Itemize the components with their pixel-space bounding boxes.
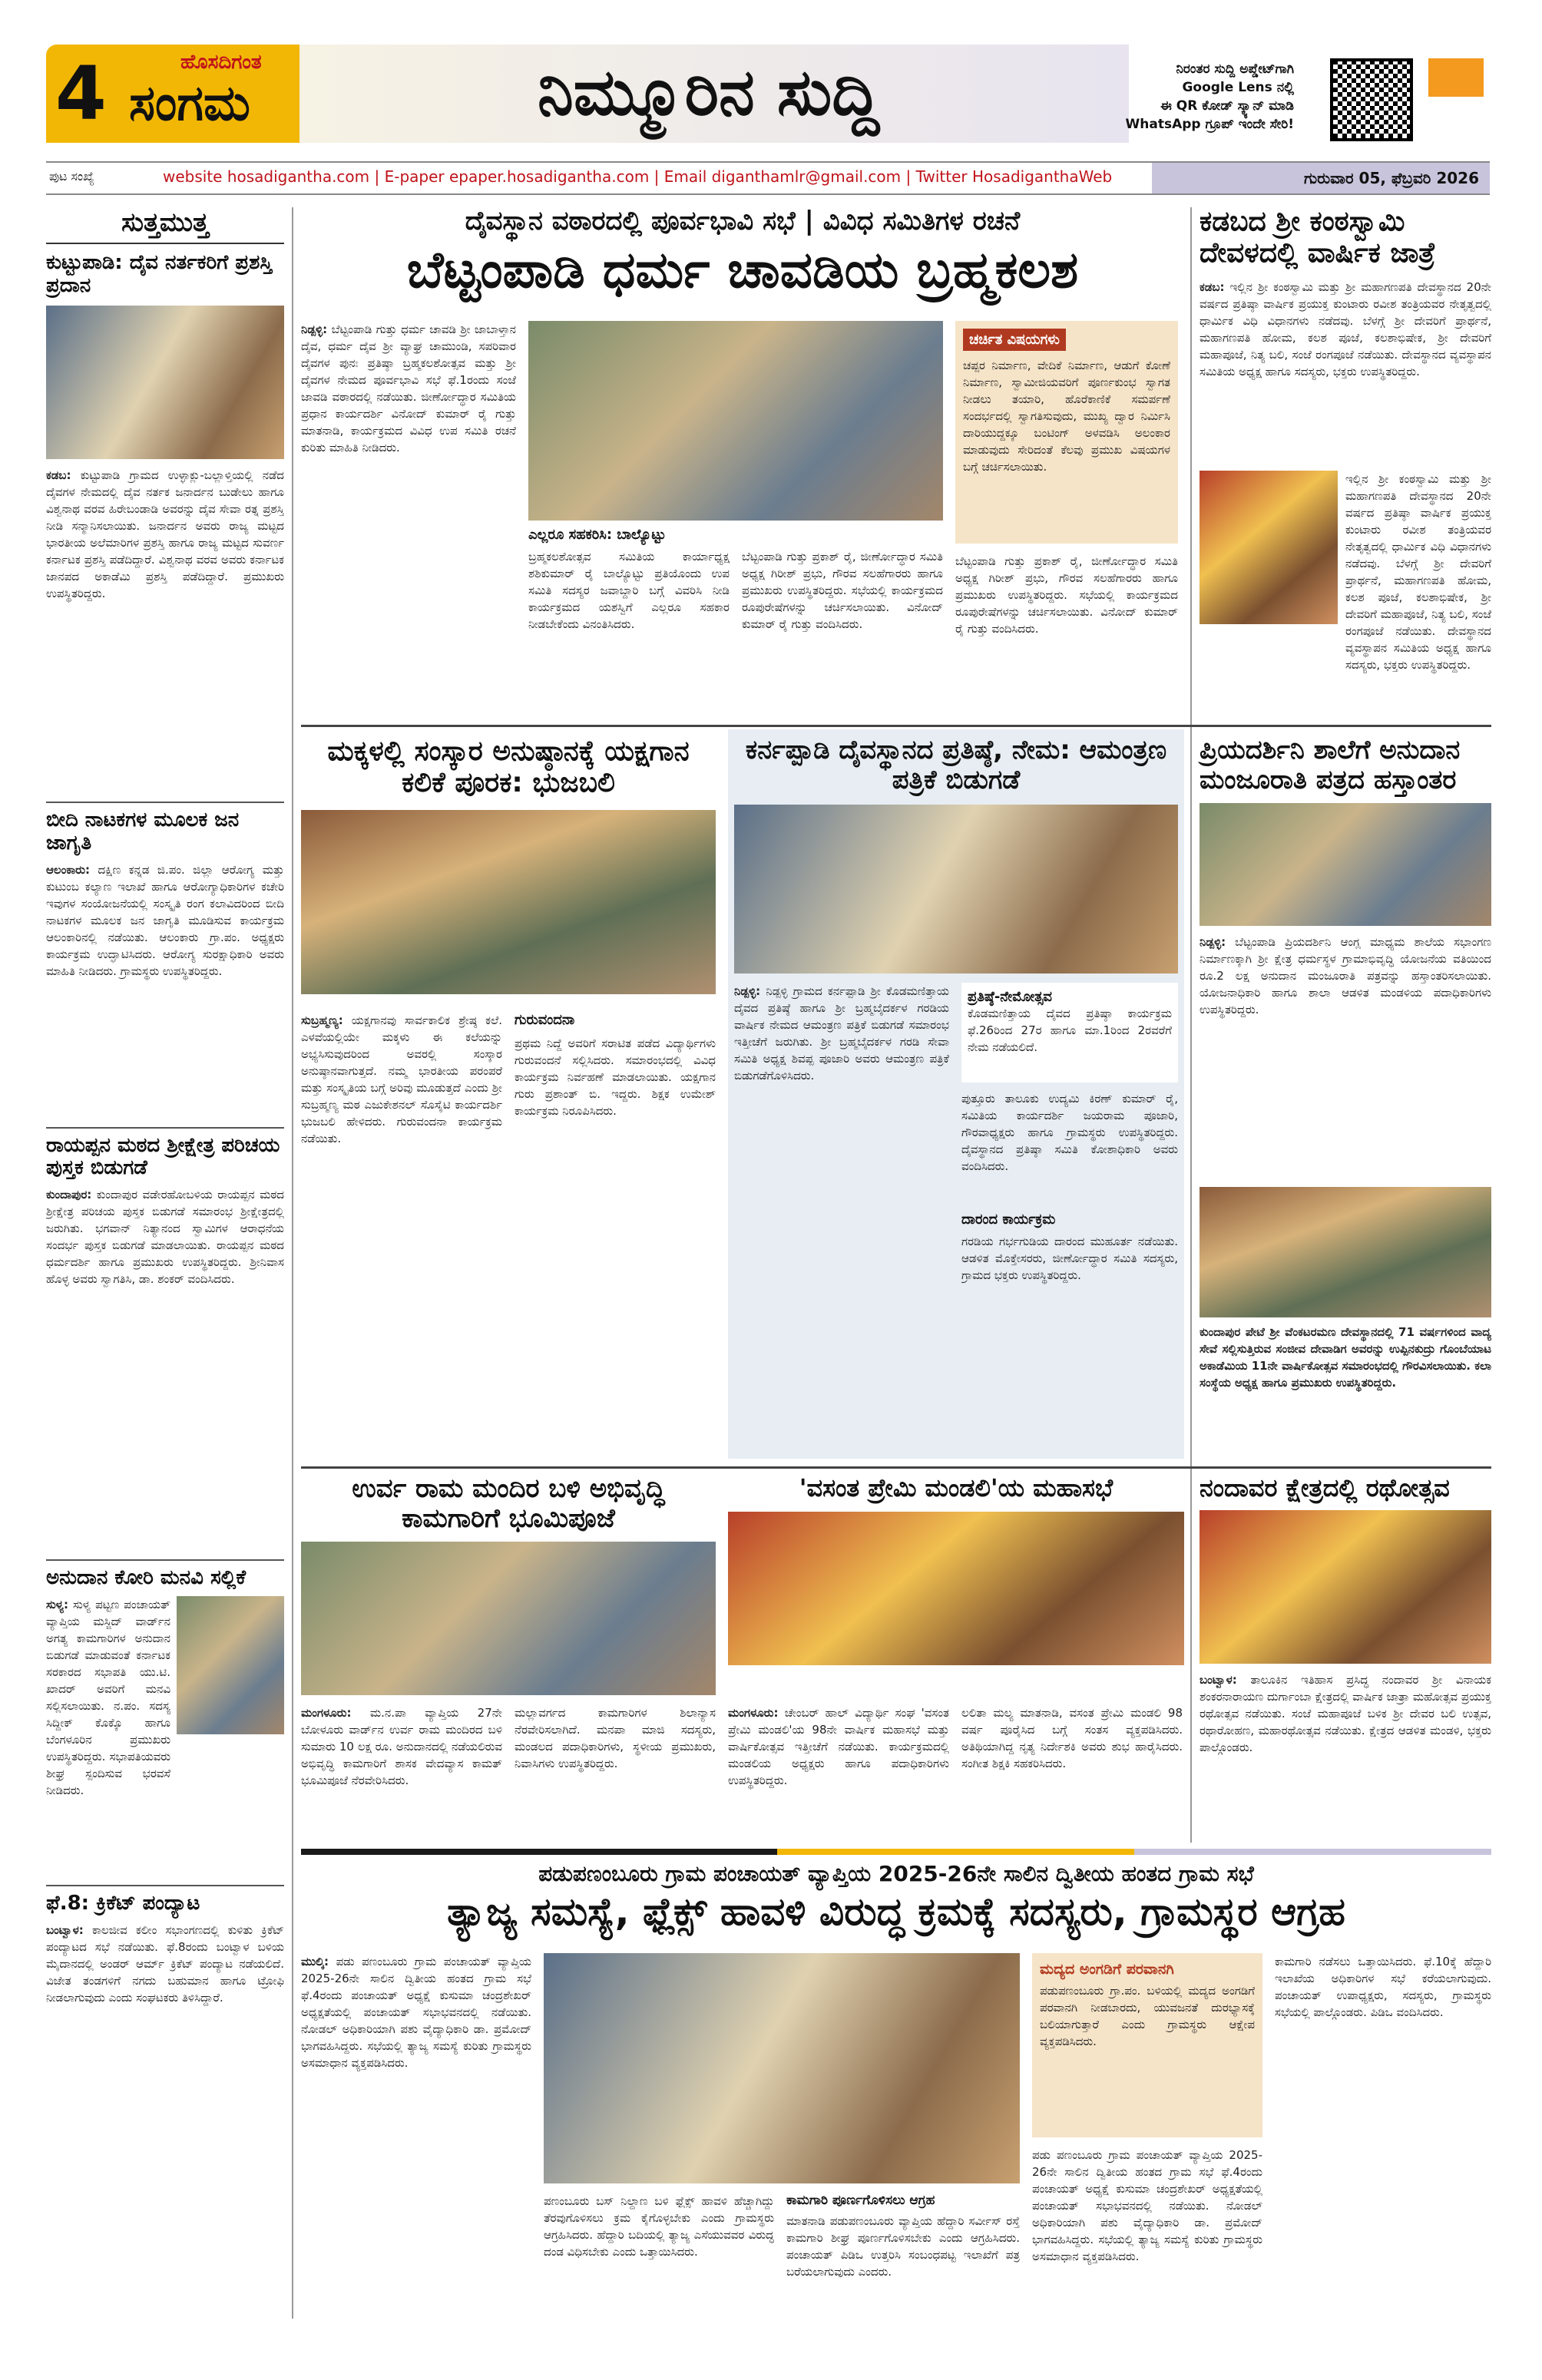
- right-top-photo: [1200, 471, 1338, 624]
- right-top-text: ಇಲ್ಲಿನ ಶ್ರೀ ಕಂಠಸ್ವಾಮಿ ಮತ್ತು ಶ್ರೀ ಮಹಾಗಣಪತಿ ದೇವಸ್ಥಾನದ 20ನೇ ವರ್ಷದ ಪ್ರತಿಷ್ಠಾ ವಾರ್ಷಿಕ ಪ್ರಯುಕ್ತ ಕುಂಟಾರು ರವೀಶ ತಂತ್ರಿಯವರ ನೇತೃತ್ವದಲ್ಲಿ ಧಾರ್ಮಿಕ ವಿಧಿ ವಿಧಾನಗಳು ನಡೆದವು. ಬೆಳಗ್ಗೆ ಶ್ರೀ ದೇವರಿಗೆ ಪ್ರಾರ್ಥನೆ, ಮಹಾಗಣಪತಿ ಹೋಮ, ಕಲಶ ಪೂಜೆ, ಕಲಶಾಭಿಷೇಕ, ಶ್ರೀ ದೇವರಿಗೆ ಮಹಾಪೂಜೆ, ನಿತ್ಯ ಬಲಿ, ಸಂಜೆ ರಂಗಪೂಜೆ ನಡೆಯಿತು. ದೇವಸ್ಥಾನದ ವ್ಯವಸ್ಥಾಪನ ಸಮಿತಿಯ ಅಧ್ಯಕ್ಷ ಹಾಗೂ ಸದಸ್ಯರು, ಭಕ್ತರು ಉಪಸ್ಥಿತರಿದ್ದರು.: [1200, 279, 1491, 378]
- sidebar-story: [46, 1127, 284, 1548]
- story-body: [46, 467, 284, 789]
- right-top-story: [1200, 206, 1491, 728]
- row3-right-photo: [1200, 1510, 1491, 1664]
- row2-right-photo-2: [1200, 1187, 1491, 1317]
- lead-headline: ಬೆಟ್ಟಂಪಾಡಿ ಧರ್ಮ ಚಾವಡಿಯ ಬ್ರಹ್ಮಕಲಶ: [406, 240, 1079, 299]
- epaper-link[interactable]: E-paper epaper.hosadigantha.com: [384, 167, 650, 186]
- sidebar-title: ಸುತ್ತಮುತ್ತ: [46, 207, 284, 244]
- bottom-headline: ತ್ಯಾಜ್ಯ ಸಮಸ್ಯೆ, ಫ್ಲೆಕ್ಸ್ ಹಾವಳಿ ವಿರುದ್ಧ ಕ್ರಮಕ್ಕೆ ಸದಸ್ಯರು, ಗ್ರಾಮಸ್ಥರ ಆಗ್ರಹ: [447, 1889, 1345, 1934]
- lead-col4-text: ಬೆಟ್ಟಂಪಾಡಿ ಗುತ್ತು ಪ್ರಕಾಶ್ ರೈ, ಜೀರ್ಣೋದ್ಧಾರ ಸಮಿತಿ ಅಧ್ಯಕ್ಷ ಗಿರೀಶ್ ಪ್ರಭು, ಗೌರವ ಸಲಹೆಗಾರರು ಹಾಗೂ ಪ್ರಮುಖರು ಉಪಸ್ಥಿತರಿದ್ದರು. ಸಭೆಯಲ್ಲಿ ಕಾರ್ಯಕ್ರಮದ ರೂಪುರೇಷೆಗಳನ್ನು ಚರ್ಚಿಸಲಾಯಿತು. ವಿನೋದ್ ಕುಮಾರ್ ರೈ ಗುತ್ತು ವಂದಿಸಿದರು.: [955, 554, 1178, 636]
- story-headline: ಅನುದಾನ ಕೋರಿ ಮನವಿ ಸಲ್ಲಿಕೆ: [46, 1566, 247, 1590]
- row2-right-caption: ಕುಂದಾಪುರ ಪೇಟೆ ಶ್ರೀ ವೆಂಕಟರಮಣ ದೇವಸ್ಥಾನದಲ್ಲಿ 71 ವರ್ಷಗಳಿಂದ ವಾದ್ಯ ಸೇವೆ ಸಲ್ಲಿಸುತ್ತಿರುವ ಸಂಜೀವ ದೇವಾಡಿಗ ಅವರನ್ನು ಉಪ್ಪಿನಕುದ್ರು ಗೊಂಬೆಯಾಟ ಅಕಾಡೆಮಿಯ 11ನೇ ವಾರ್ಷಿಕೋತ್ಸವ ಸಮಾರಂಭದಲ್ಲಿ ಗೌರವಿಸಲಾಯಿತು. ಕಲಾ ಸಂಸ್ಥೆಯ ಅಧ್ಯಕ್ಷ ಹಾಗೂ ಪ್ರಮುಖರು ಉಪಸ್ಥಿತರಿದ್ದರು.: [1200, 1325, 1491, 1390]
- row2-mid-box-title: ಪ್ರತಿಷ್ಠೆ-ನೇಮೋತ್ಸವ: [968, 989, 1052, 1005]
- row2-mid-col1: [734, 983, 949, 1443]
- dateline: ನಿಡ್ಪಳ್ಳಿ:: [301, 322, 328, 336]
- bottom-box: [1032, 1953, 1262, 2137]
- qr-code[interactable]: [1330, 58, 1413, 141]
- row3-left-col1: [301, 1704, 502, 1835]
- promo-block: [1079, 60, 1294, 134]
- lead-col3: [742, 548, 943, 717]
- sidebar: [46, 207, 284, 2326]
- row3-right-body: [1200, 1671, 1491, 1825]
- story-text: ದಕ್ಷಿಣ ಕನ್ನಡ ಜಿ.ಪಂ. ಜಿಲ್ಲಾ ಆರೋಗ್ಯ ಮತ್ತು ಕುಟುಂಬ ಕಲ್ಯಾಣ ಇಲಾಖೆ ಹಾಗೂ ಆರೋಗ್ಯಾಧಿಕಾರಿಗಳ ಕಚೇರಿ ಇವುಗಳ ಸಂಯೋಜನೆಯಲ್ಲಿ ಸಂಸ್ಕೃತಿ ರಂಗ ಕಲಾವಿದರಿಂದ ಬೀದಿ ನಾಟಕಗಳ ಮೂಲಕ ಜನ ಜಾಗೃತಿ ಮೂಡಿಸುವ ಕಾರ್ಯಕ್ರಮ ಆಲಂಕಾರಿನಲ್ಲಿ ನಡೆಯಿತು. ಆಲಂಕಾರು ಗ್ರಾ.ಪಂ. ಅಧ್ಯಕ್ಷರು ಕಾರ್ಯಕ್ರಮ ಉದ್ಘಾಟಿಸಿದರು. ಆರೋಗ್ಯ ಸುರಕ್ಷಾಧಿಕಾರಿ ಅವರು ಮಾಹಿತಿ ನೀಡಿದರು. ಗ್ರಾಮಸ್ಥರು ಉಪಸ್ಥಿತರಿದ್ದರು.: [46, 862, 284, 978]
- sidebar-story: [46, 1559, 284, 1873]
- row3-right-headline: ನಂದಾವರ ಕ್ಷೇತ್ರದಲ್ಲಿ ರಥೋತ್ಸವ: [1200, 1473, 1450, 1502]
- dateline: ಮಂಗಳೂರು:: [301, 1706, 352, 1720]
- lead-col2-text: ಬ್ರಹ್ಮಕಲಶೋತ್ಸವ ಸಮಿತಿಯ ಕಾರ್ಯಾಧ್ಯಕ್ಷ ಶಶಿಕುಮಾರ್ ರೈ ಬಾಲ್ಯೊಟ್ಟು ಪ್ರತಿಯೊಂದು ಉಪ ಸಮಿತಿ ಸದಸ್ಯರ ಜವಾಬ್ದಾರಿ ಬಗ್ಗೆ ವಿವರಿಸಿ ನೀಡಿ ಕಾರ್ಯಕ್ರಮದ ಯಶಸ್ವಿಗೆ ಎಲ್ಲರೂ ಸಹಕಾರ ನೀಡಬೇಕೆಂದು ವಿನಂತಿಸಿದರು.: [528, 550, 730, 631]
- orange-accent: [1428, 58, 1484, 97]
- lead-box: [955, 321, 1178, 544]
- row2-left-col2: ಪ್ರಥಮ ನಿದ್ದೆ ಅವರಿಗೆ ಸರಾಟಿತ ಪಡೆದ ವಿದ್ಯಾರ್ಥಿಗಳು ಗುರುವಂದನೆ ಸಲ್ಲಿಸಿದರು. ಸಮಾರಂಭದಲ್ಲಿ ವಿವಿಧ ಕಾರ್ಯಕ್ರಮ ನಿರ್ವಹಣೆ ಮಾಡಲಾಯಿತು. ಯಕ್ಷಗಾನ ಗುರು ಪ್ರಶಾಂತ್ ಬಿ. ಇದ್ದರು. ಶಿಕ್ಷಕ ಉಮೇಶ್ ಕಾರ್ಯಕ್ರಮ ನಿರೂಪಿಸಿದರು.: [515, 1036, 716, 1118]
- row3-mid-text: ಚೇಂಬರ್ ಹಾಲ್ ವಿದ್ಯಾರ್ಥಿ ಸಂಘ 'ವಸಂತ ಪ್ರೇಮಿ ಮಂಡಲಿ'ಯ 98ನೇ ವಾರ್ಷಿಕ ಮಹಾಸಭೆ ಮತ್ತು ವಾರ್ಷಿಕೋತ್ಸವ ಇತ್ತೀಚೆಗೆ ನಡೆಯಿತು. ಕಾರ್ಯಕ್ರಮದಲ್ಲಿ ಮಂಡಲಿಯ ಅಧ್ಯಕ್ಷರು ಹಾಗೂ ಪದಾಧಿಕಾರಿಗಳು ಉಪಸ್ಥಿತರಿದ್ದರು.: [728, 1706, 949, 1787]
- row-divider: [301, 725, 1491, 727]
- bottom-box-text: ಪಡುಪಣಂಬೂರು ಗ್ರಾ.ಪಂ. ಬಳಿಯಲ್ಲಿ ಮದ್ಯದ ಅಂಗಡಿಗೆ ಪರವಾನಗಿ ನೀಡಬಾರದು, ಯುವಜನತೆ ದುರಭ್ಯಾಸಕ್ಕೆ ಬಲಿಯಾಗುತ್ತಾರೆ ಎಂದು ಗ್ರಾಮಸ್ಥರು ಆಕ್ಷೇಪ ವ್ಯಕ್ತಪಡಿಸಿದರು.: [1040, 1984, 1255, 2048]
- row3-mid-col1: [728, 1704, 949, 1835]
- row2-mid-box-text: ಕೊಡಮಣಿತ್ತಾಯ ದೈವದ ಪ್ರತಿಷ್ಠಾ ಕಾರ್ಯಕ್ರಮ ಫೆ.26ರಿಂದ 27ರ ಹಾಗೂ ಮಾ.1ರಿಂದ 2ರವರೆಗೆ ನೇಮ ನಡೆಯಲಿದೆ.: [968, 1007, 1172, 1054]
- bottom-col1-text: ಪಡು ಪಣಂಬೂರು ಗ್ರಾಮ ಪಂಚಾಯತ್ ವ್ಯಾಪ್ತಿಯ 2025-26ನೇ ಸಾಲಿನ ದ್ವಿತೀಯ ಹಂತದ ಗ್ರಾಮ ಸಭೆ ಫೆ.4ರಂದು ಪಂಚಾಯತ್ ಅಧ್ಯಕ್ಷೆ ಕುಸುಮಾ ಚಂದ್ರಶೇಖರ್ ಅಧ್ಯಕ್ಷತೆಯಲ್ಲಿ ಪಂಚಾಯತ್ ಸಭಾಭವನದಲ್ಲಿ ನಡೆಯಿತು. ನೋಡಲ್ ಅಧಿಕಾರಿಯಾಗಿ ಪಶು ವೈದ್ಯಾಧಿಕಾರಿ ಡಾ. ಪ್ರಮೋದ್ ಭಾಗವಹಿಸಿದ್ದರು. ಸಭೆಯಲ್ಲಿ ತ್ಯಾಜ್ಯ ಸಮಸ್ಯೆ ಕುರಿತು ಗ್ರಾಮಸ್ಥರು ಅಸಮಾಧಾನ ವ್ಯಕ್ತಪಡಿಸಿದರು.: [301, 1955, 531, 2070]
- sidebar-story: [46, 252, 284, 789]
- lead-photo-caption: ಎಲ್ಲರೂ ಸಹಕರಿಸಿ: ಬಾಲ್ಯೊಟ್ಟು: [528, 527, 667, 543]
- row2-left-headline: ಮಕ್ಕಳಲ್ಲಿ ಸಂಸ್ಕಾರ ಅನುಷ್ಠಾನಕ್ಕೆ ಯಕ್ಷಗಾನ ಕಲಿಕೆ ಪೂರಕ: ಭುಜಬಲಿ: [327, 735, 690, 799]
- bottom-story: [301, 1861, 1491, 2352]
- bottom-kicker: ಪಡುಪಣಂಬೂರು ಗ್ರಾಮ ಪಂಚಾಯತ್ ವ್ಯಾಪ್ತಿಯ 2025-26ನೇ ಸಾಲಿನ ದ್ವಿತೀಯ ಹಂತದ ಗ್ರಾಮ ಸಭೆ: [538, 1861, 1254, 1886]
- row3-mid-photo: [728, 1512, 1184, 1665]
- lead-col2: [528, 548, 730, 717]
- bottom-col2: ಪಣಂಬೂರು ಬಸ್ ನಿಲ್ದಾಣ ಬಳಿ ಫ್ಲೆಕ್ಸ್ ಹಾವಳಿ ಹೆಚ್ಚಾಗಿದ್ದು ತೆರವುಗೊಳಿಸಲು ಕ್ರಮ ಕೈಗೊಳ್ಳಬೇಕು ಎಂದು ಗ್ರಾಮಸ್ಥರು ಆಗ್ರಹಿಸಿದರು. ಹೆದ್ದಾರಿ ಬದಿಯಲ್ಲಿ ತ್ಯಾಜ್ಯ ಎಸೆಯುವವರ ವಿರುದ್ಧ ದಂಡ ವಿಧಿಸಬೇಕು ಎಂದು ಒತ್ತಾಯಿಸಿದರು.: [544, 2194, 774, 2259]
- bottom-box-title: ಮದ್ಯದ ಅಂಗಡಿಗೆ ಪರವಾನಗಿ: [1040, 1961, 1174, 1978]
- lead-col3-text: ಬೆಟ್ಟಂಪಾಡಿ ಗುತ್ತು ಪ್ರಕಾಶ್ ರೈ, ಜೀರ್ಣೋದ್ಧಾರ ಸಮಿತಿ ಅಧ್ಯಕ್ಷ ಗಿರೀಶ್ ಪ್ರಭು, ಗೌರವ ಸಲಹೆಗಾರರು ಹಾಗೂ ಪ್ರಮುಖರು ಉಪಸ್ಥಿತರಿದ್ದರು. ಸಭೆಯಲ್ಲಿ ಕಾರ್ಯಕ್ರಮದ ರೂಪುರೇಷೆಗಳನ್ನು ಚರ್ಚಿಸಲಾಯಿತು. ವಿನೋದ್ ಕುಮಾರ್ ರೈ ಗುತ್ತು ವಂದಿಸಿದರು.: [742, 550, 943, 631]
- row2-left-col1: [301, 1012, 502, 1380]
- story-text: ಕುಂದಾಪುರ ವಡೇರಹೋಬಳಿಯ ರಾಯಪ್ಪನ ಮಠದ ಶ್ರೀಕ್ಷೇತ್ರ ಪರಿಚಯ ಪುಸ್ತಕ ಬಿಡುಗಡೆ ಸಮಾರಂಭ ಶ್ರೀಕ್ಷೇತ್ರದಲ್ಲಿ ಜರುಗಿತು. ಭಗವಾನ್ ನಿತ್ಯಾನಂದ ಸ್ವಾಮಿಗಳ ಆರಾಧನೆಯ ಸಂದರ್ಭ ಪುಸ್ತಕ ಬಿಡುಗಡೆ ಮಾಡಲಾಯಿತು. ರಾಯಪ್ಪನ ಮಠದ ಧರ್ಮದರ್ಶಿ ಹಾಗೂ ಪ್ರಮುಖರು ಉಪಸ್ಥಿತರಿದ್ದರು. ಶ್ರೀನಿವಾಸ ಹೊಳ್ಳ ಅವರು ಸ್ವಾಗತಿಸಿ, ಡಾ. ಶಂಕರ್ ವಂದಿಸಿದರು.: [46, 1188, 284, 1287]
- lead-col4: [955, 553, 1178, 714]
- email-link[interactable]: Email diganthamlr@gmail.com: [663, 167, 902, 186]
- dateline: ಬಂಟ್ವಾಳ:: [46, 1923, 84, 1938]
- story-body: [46, 861, 284, 1115]
- story-headline: ರಾಯಪ್ಪನ ಮಠದ ಶ್ರೀಕ್ಷೇತ್ರ ಪರಿಚಯ ಪುಸ್ತಕ ಬಿಡುಗಡೆ: [46, 1133, 280, 1180]
- page-number: 4: [55, 51, 107, 137]
- date-badge: ಗುರುವಾರ 05, ಫೆಬ್ರವರಿ 2026: [1152, 163, 1490, 193]
- dateline: ಮಂಗಳೂರು:: [728, 1706, 779, 1720]
- story-body: [46, 1596, 170, 1873]
- promo-line: ಈ QR ಕೋಡ್ ಸ್ಕ್ಯಾನ್ ಮಾಡಿ: [1160, 98, 1294, 114]
- row2-mid-text: ನಿಡ್ಪಳ್ಳಿ ಗ್ರಾಮದ ಕರ್ನಪ್ಪಾಡಿ ಶ್ರೀ ಕೊಡಮಣಿತ್ತಾಯ ದೈವದ ಪ್ರತಿಷ್ಠೆ ಹಾಗೂ ಶ್ರೀ ಬ್ರಹ್ಮಬೈದರ್ಕಳ ಗರಡಿಯ ವಾರ್ಷಿಕ ನೇಮದ ಆಮಂತ್ರಣ ಪತ್ರಿಕೆ ಬಿಡುಗಡೆ ಸಮಾರಂಭ ಇತ್ತೀಚೆಗೆ ಜರುಗಿತು. ಶ್ರೀ ಬ್ರಹ್ಮಬೈದರ್ಕಳ ಗರಡಿ ಸೇವಾ ಸಮಿತಿ ಅಧ್ಯಕ್ಷ ಶಿವಪ್ಪ ಪೂಜಾರಿ ಅವರು ಆಮಂತ್ರಣ ಪತ್ರಿಕೆ ಬಿಡುಗಡೆಗೊಳಿಸಿದರು.: [734, 984, 949, 1083]
- row2-right-photo: [1200, 803, 1491, 926]
- row2-mid-col3: ಗರಡಿಯ ಗರ್ಭಗುಡಿಯ ದಾರಂದ ಮುಹೂರ್ತ ನಡೆಯಿತು. ಆಡಳಿತ ಮೊಕ್ತೇಸರರು, ಜೀರ್ಣೋದ್ಧಾರ ಸಮಿತಿ ಸದಸ್ಯರು, ಗ್ರಾಮದ ಭಕ್ತರು ಉಪಸ್ಥಿತರಿದ್ದರು.: [961, 1235, 1178, 1282]
- row3-mid-story: [728, 1474, 1184, 1843]
- row3-left-text: ಮ.ನ.ಪಾ ವ್ಯಾಪ್ತಿಯ 27ನೇ ಬೋಳೂರು ವಾರ್ಡ್‌ನ ಉರ್ವ ರಾಮ ಮಂದಿರದ ಬಳಿ ಸುಮಾರು 10 ಲಕ್ಷ ರೂ. ಅನುದಾನದಲ್ಲಿ ನಡೆಯಲಿರುವ ಅಭಿವೃದ್ಧಿ ಕಾಮಗಾರಿಗೆ ಶಾಸಕ ವೇದವ್ಯಾಸ ಕಾಮತ್ ಭೂಮಿಪೂಜೆ ನೆರವೇರಿಸಿದರು.: [301, 1706, 502, 1787]
- brand-main: ಸಂಗಮ: [129, 75, 250, 132]
- dateline: ಕಡಬ:: [1200, 279, 1225, 294]
- dateline: ಕಡಬ:: [46, 468, 71, 482]
- story-headline: ಕುಟ್ಟುಪಾಡಿ: ದೈವ ನರ್ತಕರಿಗೆ ಪ್ರಶಸ್ತಿ ಪ್ರದಾನ: [46, 251, 273, 297]
- dateline: ಮುಲ್ಕಿ:: [301, 1955, 329, 1968]
- row3-left-col2: ಮಲ್ಲಾವರ್ಗದ ಕಾಮಗಾರಿಗಳ ಶಿಲಾನ್ಯಾಸ ನೆರವೇರಿಸಲಾಗಿದೆ. ಮನಪಾ ಮಾಜಿ ಸದಸ್ಯರು, ಮಂಡಲದ ಪದಾಧಿಕಾರಿಗಳು, ಸ್ಥಳೀಯ ಪ್ರಮುಖರು, ನಿವಾಸಿಗಳು ಉಪಸ್ಥಿತರಿದ್ದರು.: [515, 1706, 716, 1770]
- sidebar-rule: [292, 207, 293, 2319]
- dateline: ಸುಬ್ರಹ್ಮಣ್ಯ:: [301, 1013, 343, 1027]
- lead-kicker: ದೈವಸ್ಥಾನ ವಠಾರದಲ್ಲಿ ಪೂರ್ವಭಾವಿ ಸಭೆ | ವಿವಿಧ ಸಮಿತಿಗಳ ರಚನೆ: [465, 206, 1021, 236]
- lead-col1: [301, 321, 516, 720]
- row2-mid-box: [961, 983, 1178, 1083]
- row2-mid-col2: ಪುತ್ತೂರು ತಾಲೂಕು ಉದ್ಯಮಿ ಕಿರಣ್ ಕುಮಾರ್ ರೈ, ಸಮಿತಿಯ ಕಾರ್ಯದರ್ಶಿ ಜಯರಾಮ ಪೂಜಾರಿ, ಗೌರವಾಧ್ಯಕ್ಷರು ಹಾಗೂ ಗ್ರಾಮಸ್ಥರು ಉಪಸ್ಥಿತರಿದ್ದರು. ದೈವಸ್ಥಾನದ ಪ್ರತಿಷ್ಠಾ ಸಮಿತಿ ಕೋಶಾಧಿಕಾರಿ ಅವರು ವಂದಿಸಿದರು.: [961, 1092, 1178, 1173]
- row2-right-story: [1200, 735, 1491, 1457]
- story-body: [46, 1922, 284, 2152]
- twitter-link[interactable]: Twitter HosadiganthaWeb: [915, 167, 1113, 186]
- right-rule: [1190, 207, 1192, 1843]
- row2-mid-photo: [734, 805, 1178, 973]
- row2-right-headline: ಪ್ರಿಯದರ್ಶಿನಿ ಶಾಲೆಗೆ ಅನುದಾನ ಮಂಜೂರಾತಿ ಪತ್ರದ ಹಸ್ತಾಂತರ: [1200, 735, 1461, 796]
- row2-mid-subhead: ದಾರಂದ ಕಾರ್ಯಕ್ರಮ: [961, 1211, 1056, 1228]
- bottom-col1: [301, 1953, 531, 2345]
- color-band: [301, 1849, 1491, 1855]
- row2-left-story: [301, 735, 716, 1388]
- row2-mid-headline: ಕರ್ನಪ್ಪಾಡಿ ದೈವಸ್ಥಾನದ ಪ್ರತಿಷ್ಠೆ, ನೇಮ: ಆಮಂತ್ರಣ ಪತ್ರಿಕೆ ಬಿಡುಗಡೆ: [745, 735, 1167, 796]
- row3-mid-col2: ಲಲಿತಾ ಮಲ್ಯ ಮಾತನಾಡಿ, ವಸಂತ ಪ್ರೇಮಿ ಮಂಡಲಿ 98 ವರ್ಷ ಪೂರೈಸಿದ ಬಗ್ಗೆ ಸಂತಸ ವ್ಯಕ್ತಪಡಿಸಿದರು. ಅತಿಥಿಯಾಗಿದ್ದ ನೃತ್ಯ ನಿರ್ದೇಶಕಿ ಅವರು ಶುಭ ಹಾರೈಸಿದರು. ಸಂಗೀತ ಶಿಕ್ಷಕಿ ಸಹಕರಿಸಿದರು.: [961, 1706, 1183, 1770]
- promo-line: WhatsApp ಗ್ರೂಪ್ ಇಂದೇ ಸೇರಿ!: [1125, 117, 1294, 132]
- row3-mid-headline: 'ವಸಂತ ಪ್ರೇಮಿ ಮಂಡಲಿ'ಯ ಮಹಾಸಭೆ: [799, 1473, 1113, 1502]
- lead-col1-text: ಬೆಟ್ಟಂಪಾಡಿ ಗುತ್ತು ಧರ್ಮ ಚಾವಡಿ ಶ್ರೀ ಜಾಬಾಳ್ತಾನ ದೈವ, ಧರ್ಮ ದೈವ ಶ್ರೀ ವ್ಯಾಘ್ರ ಚಾಮುಂಡಿ, ಸಪರಿವಾರ ದೈವಗಳ ಪುನಃ ಪ್ರತಿಷ್ಠಾ ಬ್ರಹ್ಮಕಲಶೋತ್ಸವ ಮತ್ತು ಶ್ರೀ ದೈವಗಳ ನೇಮದ ಪೂರ್ವಭಾವಿ ಸಭೆ ಫೆ.1ರಂದು ಸಂಜೆ ಜಾವಡಿ ವಠಾರದಲ್ಲಿ ನಡೆಯಿತು. ಜೀರ್ಣೋದ್ಧಾರ ಸಮಿತಿಯ ಪ್ರಧಾನ ಕಾರ್ಯದರ್ಶಿ ವಿನೋದ್ ಕುಮಾರ್ ರೈ ಗುತ್ತು ಮಾತನಾಡಿ, ಕಾರ್ಯಕ್ರಮದ ವಿವಿಧ ಉಪ ಸಮಿತಿ ರಚನೆ ಕುರಿತು ಮಾಹಿತಿ ನೀಡಿದರು.: [301, 322, 516, 455]
- row2-right-text: ಬೆಟ್ಟಂಪಾಡಿ ಪ್ರಿಯದರ್ಶಿನಿ ಆಂಗ್ಲ ಮಾಧ್ಯಮ ಶಾಲೆಯ ಸಭಾಂಗಣ ನಿರ್ಮಾಣಕ್ಕಾಗಿ ಶ್ರೀ ಕ್ಷೇತ್ರ ಧರ್ಮಸ್ಥಳ ಗ್ರಾಮಾಭಿವೃದ್ಧಿ ಯೋಜನೆಯ ವತಿಯಿಂದ ರೂ.2 ಲಕ್ಷ ಅನುದಾನ ಮಂಜೂರಾತಿ ಪತ್ರವನ್ನು ಹಸ್ತಾಂತರಿಸಲಾಯಿತು. ಯೋಜನಾಧಿಕಾರಿ ಹಾಗೂ ಶಾಲಾ ಆಡಳಿತ ಮಂಡಳಿಯ ಪದಾಧಿಕಾರಿಗಳು ಉಪಸ್ಥಿತರಿದ್ದರು.: [1200, 935, 1491, 1017]
- sidebar-story: [46, 1885, 284, 2152]
- story-body: [46, 1186, 284, 1547]
- dateline: ನಿಡ್ಪಳ್ಳಿ:: [1200, 935, 1226, 950]
- row2-left-photo: [301, 810, 716, 994]
- row3-left-photo: [301, 1542, 716, 1695]
- story-text: ಸುಳ್ಯ ಪಟ್ಟಣ ಪಂಚಾಯತ್ ವ್ಯಾಪ್ತಿಯ ಮಸ್ಜಿದ್ ವಾರ್ಡ್‌ನ ಅಗತ್ಯ ಕಾಮಗಾರಿಗಳ ಅನುದಾನ ಬಿಡುಗಡೆ ಮಾಡುವಂತೆ ಕರ್ನಾಟಕ ಸರಕಾರದ ಸಭಾಪತಿ ಯು.ಟಿ. ಖಾದರ್ ಅವರಿಗೆ ಮನವಿ ಸಲ್ಲಿಸಲಾಯಿತು. ನ.ಪಂ. ಸದಸ್ಯ ಸಿದ್ದೀಕ್ ಕೊಕ್ಕೊ ಹಾಗೂ ಬೆಂಗಳೂರಿನ ಪ್ರಮುಖರು ಉಪಸ್ಥಿತರಿದ್ದರು. ಸಭಾಪತಿಯವರು ಶೀಘ್ರ ಸ್ಪಂದಿಸುವ ಭರವಸೆ ನೀಡಿದರು.: [46, 1598, 170, 1798]
- dateline: ಸುಳ್ಯ:: [46, 1598, 68, 1612]
- promo-line: ನಿರಂತರ ಸುದ್ದಿ ಅಪ್ಡೇಟ್‌ಗಾಗಿ: [1176, 61, 1294, 77]
- lead-box-text: ಚಪ್ಪರ ನಿರ್ಮಾಣ, ವೇದಿಕೆ ನಿರ್ಮಾಣ, ಆಡುಗೆ ಕೋಣೆ ನಿರ್ಮಾಣ, ಸ್ವಾಮೀಜಿಯವರಿಗೆ ಪೂರ್ಣಕುಂಭ ಸ್ವಾಗತ ನೀಡಲು ತಯಾರಿ, ಹೊರೆಕಾಣಿಕೆ ಸಮರ್ಪಣೆ ಸಂದರ್ಭದಲ್ಲಿ ಸ್ವಾಗತಿಸುವುದು, ಮುಖ್ಯ ದ್ವಾರ ನಿರ್ಮಿಸಿ ದಾರಿಯುದ್ದಕ್ಕೂ ಬಂಟಿಂಗ್ ಅಳವಡಿಸಿ ಅಲಂಕಾರ ಮಾಡುವುದು ಸೇರಿದಂತೆ ಕೆಲವು ಪ್ರಮುಖ ವಿಷಯಗಳ ಬಗ್ಗೆ ಚರ್ಚಿಸಲಾಯಿತು.: [963, 359, 1170, 474]
- right-top-body-2: ಇಲ್ಲಿನ ಶ್ರೀ ಕಂಠಸ್ವಾಮಿ ಮತ್ತು ಶ್ರೀ ಮಹಾಗಣಪತಿ ದೇವಸ್ಥಾನದ 20ನೇ ವರ್ಷದ ಪ್ರತಿಷ್ಠಾ ವಾರ್ಷಿಕ ಪ್ರಯುಕ್ತ ಕುಂಟಾರು ರವೀಶ ತಂತ್ರಿಯವರ ನೇತೃತ್ವದಲ್ಲಿ ಧಾರ್ಮಿಕ ವಿಧಿ ವಿಧಾನಗಳು ನಡೆದವು. ಬೆಳಗ್ಗೆ ಶ್ರೀ ದೇವರಿಗೆ ಪ್ರಾರ್ಥನೆ, ಮಹಾಗಣಪತಿ ಹೋಮ, ಕಲಶ ಪೂಜೆ, ಕಲಶಾಭಿಷೇಕ, ಶ್ರೀ ದೇವರಿಗೆ ಮಹಾಪೂಜೆ, ನಿತ್ಯ ಬಲಿ, ಸಂಜೆ ರಂಗಪೂಜೆ ನಡೆಯಿತು. ದೇವಸ್ಥಾನದ ವ್ಯವಸ್ಥಾಪನ ಸಮಿತಿಯ ಅಧ್ಯಕ್ಷ ಹಾಗೂ ಸದಸ್ಯರು, ಭಕ್ತರು ಉಪಸ್ಥಿತರಿದ್ದರು.: [1345, 471, 1491, 672]
- lead-box-title: ಚರ್ಚಿತ ವಿಷಯಗಳು: [963, 329, 1066, 351]
- row2-left-subhead: ಗುರುವಂದನಾ: [515, 1012, 575, 1028]
- bottom-col4: ಪಡು ಪಣಂಬೂರು ಗ್ರಾಮ ಪಂಚಾಯತ್ ವ್ಯಾಪ್ತಿಯ 2025-26ನೇ ಸಾಲಿನ ದ್ವಿತೀಯ ಹಂತದ ಗ್ರಾಮ ಸಭೆ ಫೆ.4ರಂದು ಪಂಚಾಯತ್ ಅಧ್ಯಕ್ಷೆ ಕುಸುಮಾ ಚಂದ್ರಶೇಖರ್ ಅಧ್ಯಕ್ಷತೆಯಲ್ಲಿ ಪಂಚಾಯತ್ ಸಭಾಭವನದಲ್ಲಿ ನಡೆಯಿತು. ನೋಡಲ್ ಅಧಿಕಾರಿಯಾಗಿ ಪಶು ವೈದ್ಯಾಧಿಕಾರಿ ಡಾ. ಪ್ರಮೋದ್ ಭಾಗವಹಿಸಿದ್ದರು. ಸಭೆಯಲ್ಲಿ ತ್ಯಾಜ್ಯ ಸಮಸ್ಯೆ ಕುರಿತು ಗ್ರಾಮಸ್ಥರು ಅಸಮಾಧಾನ ವ್ಯಕ್ತಪಡಿಸಿದರು.: [1032, 2148, 1262, 2263]
- right-top-body: [1200, 279, 1491, 463]
- row2-mid-story: [728, 729, 1184, 1459]
- bottom-col3: ಮಾತನಾಡಿ ಪಡುಪಣಂಬೂರು ವ್ಯಾಪ್ತಿಯ ಹೆದ್ದಾರಿ ಸರ್ವೀಸ್ ರಸ್ತೆ ಕಾಮಗಾರಿ ಶೀಘ್ರ ಪೂರ್ಣಗೊಳಿಸಬೇಕು ಎಂದು ಆಗ್ರಹಿಸಿದರು. ಪಂಚಾಯತ್ ಪಿಡಿಒ ಉತ್ತರಿಸಿ ಸಂಬಂಧಪಟ್ಟ ಇಲಾಖೆಗೆ ಪತ್ರ ಬರೆಯಲಾಗುವುದು ಎಂದರು.: [786, 2214, 1020, 2279]
- row3-right-text: ತಾಲೂಕಿನ ಇತಿಹಾಸ ಪ್ರಸಿದ್ಧ ನಂದಾವರ ಶ್ರೀ ವಿನಾಯಕ ಶಂಕರನಾರಾಯಣ ದುರ್ಗಾಂಬಾ ಕ್ಷೇತ್ರದಲ್ಲಿ ವಾರ್ಷಿಕ ಜಾತ್ರಾ ಮಹೋತ್ಸವ ಪ್ರಯುಕ್ತ ರಥೋತ್ಸವ ನಡೆಯಿತು. ಸಂಜೆ ಮಹಾಪೂಜೆ ಬಳಿಕ ಶ್ರೀ ದೇವರ ಬಲಿ ಉತ್ಸವ, ರಥಾರೋಹಣ, ಮಹಾರಥೋತ್ಸವ ನಡೆಯಿತು. ಕ್ಷೇತ್ರದ ಆಡಳಿತ ಮಂಡಳಿ, ಭಕ್ತರು ಪಾಲ್ಗೊಂಡರು.: [1200, 1672, 1491, 1754]
- brand-top: ಹೊಸದಿಗಂತ: [180, 51, 262, 74]
- dateline: ಬಂಟ್ವಾಳ:: [1200, 1672, 1237, 1687]
- story-headline: ಫೆ.8: ಕ್ರಿಕೆಟ್ ಪಂದ್ಯಾಟ: [46, 1892, 200, 1916]
- dateline: ನಿಡ್ಪಳ್ಳಿ:: [734, 984, 761, 998]
- sidebar-story: [46, 802, 284, 1115]
- promo-line: Google Lens ನಲ್ಲಿ: [1182, 80, 1294, 95]
- bottom-subhead: ಕಾಮಗಾರಿ ಪೂರ್ಣಗೊಳಿಸಲು ಆಗ್ರಹ: [786, 2193, 935, 2208]
- row3-right-story: [1200, 1474, 1491, 1843]
- row3-left-headline: ಉರ್ವ ರಾಮ ಮಂದಿರ ಬಳಿ ಅಭಿವೃದ್ಧಿ ಕಾಮಗಾರಿಗೆ ಭೂಮಿಪೂಜೆ: [352, 1473, 665, 1535]
- section-title: ನಿಮ್ಮೂರಿನ ಸುದ್ದಿ: [538, 55, 880, 130]
- dateline: ಕುಂದಾಪುರ:: [46, 1188, 92, 1202]
- edition-label: ಪುಟ ಸಂಖ್ಯೆ: [49, 169, 94, 183]
- story-text: ಕಾಲಜೀವ ಕಲೀಂ ಸಭಾಂಗಣದಲ್ಲಿ ಕುಳಿತು ಕ್ರಿಕೆಟ್ ಪಂದ್ಯಾಟದ ಸಭೆ ನಡೆಯಿತು. ಫೆ.8ರಂದು ಬಂಟ್ವಾಳ ಬಳಿಯ ಮೈದಾನದಲ್ಲಿ ಅಂಡರ್ ಆರ್ಮ್ ಕ್ರಿಕೆಟ್ ಪಂದ್ಯಾಟ ನಡೆಯಲಿದೆ. ವಿಜೇತ ತಂಡಗಳಿಗೆ ನಗದು ಬಹುಮಾನ ಹಾಗೂ ಟ್ರೋಫಿ ನೀಡಲಾಗುವುದು ಎಂದು ಸಂಘಟಕರು ತಿಳಿಸಿದ್ದಾರೆ.: [46, 1923, 284, 2005]
- row2-right-body: [1200, 934, 1491, 1179]
- info-links: website hosadigantha.com | E-paper epaper.hosadigantha.com | Email diganthamlr@gmail.com | Twitter HosadiganthaWeb: [163, 167, 1113, 186]
- lead-story: [301, 206, 1184, 728]
- lead-photo: [528, 321, 943, 521]
- right-top-headline: ಕಡಬದ ಶ್ರೀ ಕಂಠಸ್ವಾಮಿ ದೇವಳದಲ್ಲಿ ವಾರ್ಷಿಕ ಜಾತ್ರೆ: [1200, 206, 1436, 269]
- bottom-col5: ಕಾಮಗಾರಿ ನಡೆಸಲು ಒತ್ತಾಯಿಸಿದರು. ಫೆ.10ಕ್ಕೆ ಹೆದ್ದಾರಿ ಇಲಾಖೆಯ ಅಧಿಕಾರಿಗಳ ಸಭೆ ಕರೆಯಲಾಗುವುದು. ಪಂಚಾಯತ್ ಉಪಾಧ್ಯಕ್ಷರು, ಸದಸ್ಯರು, ಗ್ರಾಮಸ್ಥರು ಸಭೆಯಲ್ಲಿ ಪಾಲ್ಗೊಂಡರು. ಪಿಡಿಒ ವಂದಿಸಿದರು.: [1275, 1955, 1491, 2019]
- story-photo: [46, 306, 284, 459]
- website-link[interactable]: website hosadigantha.com: [163, 167, 370, 186]
- row-divider-2: [301, 1466, 1491, 1469]
- row3-left-story: [301, 1474, 716, 1843]
- story-headline: ಬೀದಿ ನಾಟಕಗಳ ಮೂಲಕ ಜನ ಜಾಗೃತಿ: [46, 808, 240, 854]
- story-photo: [177, 1596, 284, 1734]
- dateline: ಆಲಂಕಾರು:: [46, 862, 91, 877]
- story-text: ಕುಟ್ಟುಪಾಡಿ ಗ್ರಾಮದ ಉಳ್ಳಾಕ್ಲು-ಬಲ್ಲಾಳ್ತಿಯಲ್ಲಿ ನಡೆದ ದೈವಗಳ ನೇಮದಲ್ಲಿ ದೈವ ನರ್ತಕ ಜನಾರ್ದನ ಬುಡೇಲು ಹಾಗೂ ವಿಶ್ವನಾಥ ವರವ ಹಿರೇಬಂಡಾಡಿ ಅವರನ್ನು ದೈವ ಸೇವಾ ರತ್ನ ಪ್ರಶಸ್ತಿ ನೀಡಿ ಸನ್ಮಾನಿಸಲಾಯಿತು. ಜನಾರ್ದನ ಅವರು ರಾಜ್ಯ ಮಟ್ಟದ ಭಾರತೀಯ ಅಲೆಮಾರಿಗಳ ಪ್ರಶಸ್ತಿ ಹಾಗೂ ರಾಜ್ಯ ಮಟ್ಟದ ಸುವರ್ಣ ಕರ್ನಾಟಕ ಪ್ರಶಸ್ತಿ ಪಡೆದಿದ್ದಾರೆ. ವಿಶ್ವನಾಥ ವರವ ಅವರು ಕರ್ನಾಟಕ ಜಾನಪದ ಅಕಾಡೆಮಿ ಪ್ರಶಸ್ತಿ ಪಡೆದಿದ್ದಾರೆ. ಪ್ರಮುಖರು ಉಪಸ್ಥಿತರಿದ್ದರು.: [46, 468, 284, 600]
- bottom-photo: [544, 1953, 1020, 2183]
- row2-left-text: ಯಕ್ಷಗಾನವು ಸಾರ್ವಕಾಲಿಕ ಶ್ರೇಷ್ಠ ಕಲೆ. ಎಳವೆಯಲ್ಲಿಯೇ ಮಕ್ಕಳು ಈ ಕಲೆಯನ್ನು ಅಭ್ಯಸಿಸುವುದರಿಂದ ಅವರಲ್ಲಿ ಸಂಸ್ಕಾರ ಅನುಷ್ಠಾನವಾಗುತ್ತದೆ. ನಮ್ಮ ಭಾರತೀಯ ಪರಂಪರೆ ಮತ್ತು ಸಂಸ್ಕೃತಿಯ ಬಗ್ಗೆ ಅರಿವು ಮೂಡುತ್ತದೆ ಎಂದು ಶ್ರೀ ಸುಬ್ರಹ್ಮಣ್ಯ ಮಠ ಎಜುಕೇಶನಲ್ ಸೊಸೈಟಿ ಕಾರ್ಯದರ್ಶಿ ಭುಜಬಲಿ ಹೇಳಿದರು. ಗುರುವಂದನಾ ಕಾರ್ಯಕ್ರಮ ನಡೆಯಿತು.: [301, 1013, 502, 1145]
